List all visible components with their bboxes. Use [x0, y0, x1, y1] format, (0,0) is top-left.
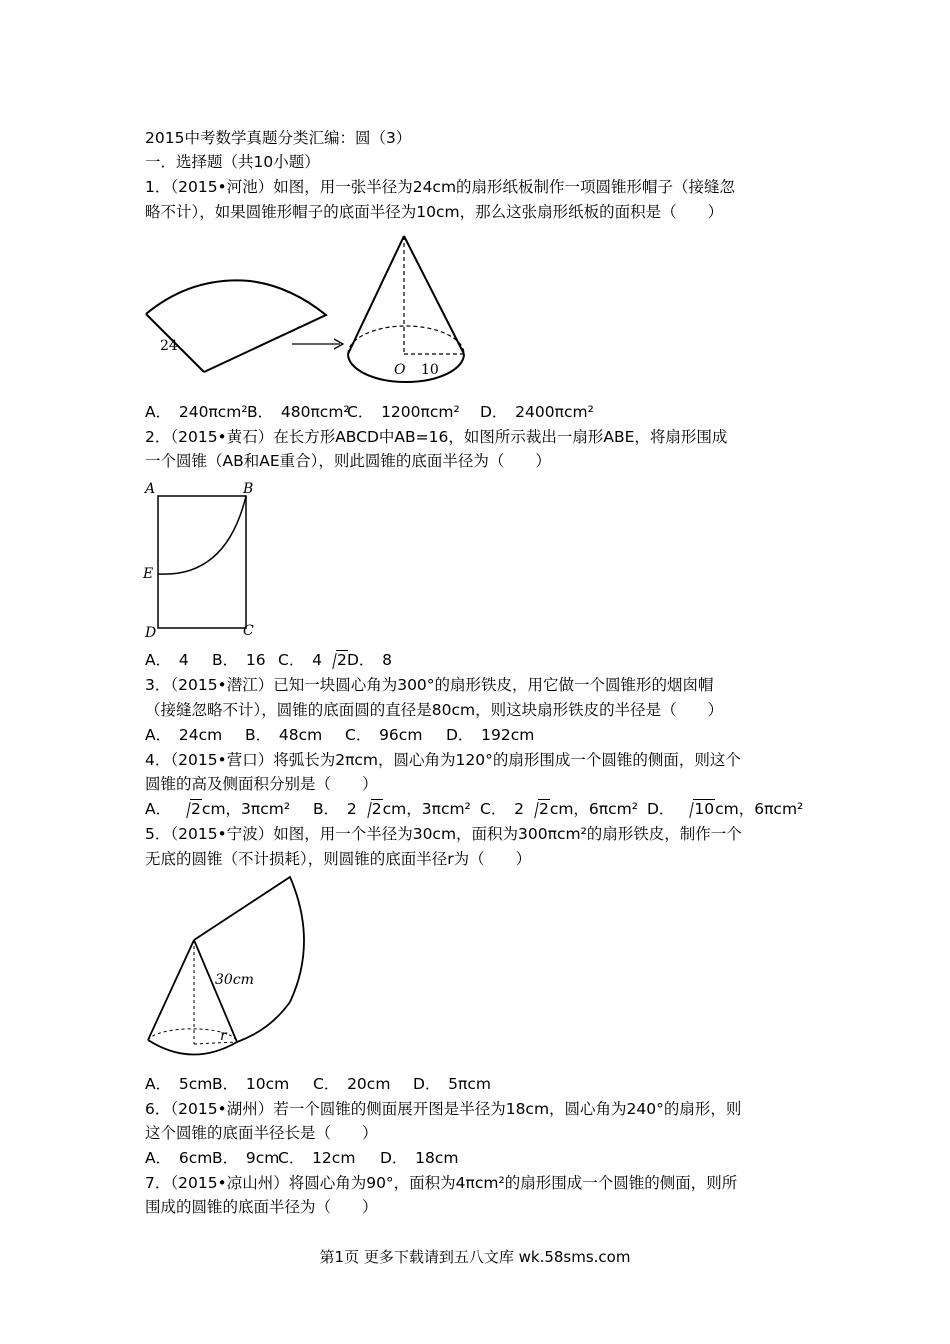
q4-line1: 4．（2015•营口）将弧长为2πcm，圆心角为120°的扇形围成一个圆锥的侧面，则这个 — [145, 751, 741, 769]
q1-label-o: O — [394, 362, 406, 378]
q2-option-a: A． 4 — [145, 651, 189, 669]
q5-cone-left — [148, 940, 194, 1040]
q3-line1: 3．（2015•潜江）已知一块圆心角为300°的扇形铁皮，用它做一个圆锥形的烟囱帽 — [145, 676, 714, 694]
q1-figure — [140, 228, 480, 398]
q4-option-a: A． 2cm，3πcm² — [145, 800, 291, 818]
q3-option-b: B． 48cm — [245, 726, 323, 744]
q2-line1: 2．（2015•黄石）在长方形ABCD中AB=16，如图所示裁出一扇形ABE，将扇形围成 — [145, 428, 728, 446]
q7-line1: 7．（2015•凉山州）将圆心角为90°，面积为4πcm²的扇形围成一个圆锥的侧面，则所 — [145, 1174, 738, 1192]
q2-figure — [140, 478, 270, 643]
q5-label-30cm: 30cm — [215, 972, 254, 988]
q3-option-c: C． 96cm — [345, 726, 423, 744]
q4-a-sqrt: 2 — [176, 799, 202, 819]
q1-base-front — [348, 354, 464, 382]
q5-figure — [140, 872, 310, 1067]
section-heading: 一．选择题（共10小题） — [145, 153, 320, 171]
q1-line2: 略不计），如果圆锥形帽子的底面半径为10cm，那么这张扇形纸板的面积是（ ） — [145, 203, 724, 221]
q5-base-radius — [194, 1042, 237, 1044]
doc-title: 2015中考数学真题分类汇编：圆（3） — [145, 129, 412, 147]
q2-arc — [158, 496, 246, 574]
q5-option-a: A． 5cm — [145, 1075, 213, 1093]
q6-option-a: A． 6cm — [145, 1149, 213, 1167]
q5-sector — [194, 877, 304, 1042]
q2-option-d: D． 8 — [347, 651, 393, 669]
q5-line2: 无底的圆锥（不计损耗），则圆锥的底面半径r为（ ） — [145, 850, 532, 868]
q4-c-sqrt: 2 — [524, 799, 550, 819]
q1-base-back — [348, 326, 464, 354]
q4-option-b: B． 2 2cm，3πcm² — [313, 800, 471, 818]
q6-line2: 这个圆锥的底面半径长是（ ） — [145, 1124, 378, 1142]
q2-sqrt-symbol: 2 — [322, 650, 348, 670]
q5-option-d: D． 5πcm — [413, 1075, 491, 1093]
q2-label-e: E — [143, 566, 154, 582]
q5-option-b: B． 10cm — [212, 1075, 290, 1093]
q2-line2: 一个圆锥（AB和AE重合），则此圆锥的底面半径为（ ） — [145, 452, 551, 470]
q3-option-d: D． 192cm — [446, 726, 535, 744]
q4-option-c: C． 2 2cm，6πcm² — [480, 800, 638, 818]
page-footer: 第1页 更多下载请到五八文库 wk.58sms.com — [319, 1248, 631, 1266]
q4-line2: 圆锥的高及侧面积分别是（ ） — [145, 775, 378, 793]
q2-label-c: C — [243, 623, 254, 639]
q1-label-10: 10 — [421, 362, 439, 378]
q5-label-r: r — [220, 1028, 227, 1044]
q5-line1: 5．（2015•宁波）如图，用一个半径为30cm，面积为300πcm²的扇形铁皮，制作一个 — [145, 825, 742, 843]
q6-line1: 6．（2015•湖州）若一个圆锥的侧面展开图是半径为18cm，圆心角为240°的扇形，则 — [145, 1100, 742, 1118]
q4-d-sqrt: 10 — [679, 799, 715, 819]
q1-sector — [146, 280, 326, 372]
q3-option-a: A． 24cm — [145, 726, 223, 744]
q2-option-c: C． 4 2 — [278, 651, 347, 669]
q6-option-d: D． 18cm — [380, 1149, 459, 1167]
q2-option-b: B． 16 — [212, 651, 266, 669]
q6-option-b: B． 9cm — [212, 1149, 280, 1167]
q7-line2: 围成的圆锥的底面半径为（ ） — [145, 1198, 378, 1216]
q3-line2: （接缝忽略不计），圆锥的底面圆的直径是80cm，则这块扇形铁皮的半径是（ ） — [145, 701, 724, 719]
q5-option-c: C． 20cm — [313, 1075, 391, 1093]
q2-rectangle — [158, 496, 246, 628]
q2-label-a: A — [145, 481, 156, 497]
q1-line1: 1．（2015•河池）如图，用一张半径为24cm的扇形纸板制作一项圆锥形帽子（接缝忽 — [145, 178, 736, 196]
q1-option-b: B． 480πcm² — [247, 403, 350, 421]
q1-option-d: D． 2400πcm² — [480, 403, 594, 421]
q4-option-d: D． 10cm，6πcm² — [647, 800, 804, 818]
q2-label-b: B — [243, 481, 254, 497]
q2-label-d: D — [145, 625, 157, 641]
q4-b-sqrt: 2 — [357, 799, 383, 819]
q1-cone-left — [348, 236, 404, 354]
q6-option-c: C． 12cm — [278, 1149, 356, 1167]
q1-option-c: C． 1200πcm² — [347, 403, 460, 421]
q1-option-a: A． 240πcm² — [145, 403, 248, 421]
q1-cone-right — [404, 236, 464, 354]
q1-label-24: 24 — [160, 338, 178, 354]
